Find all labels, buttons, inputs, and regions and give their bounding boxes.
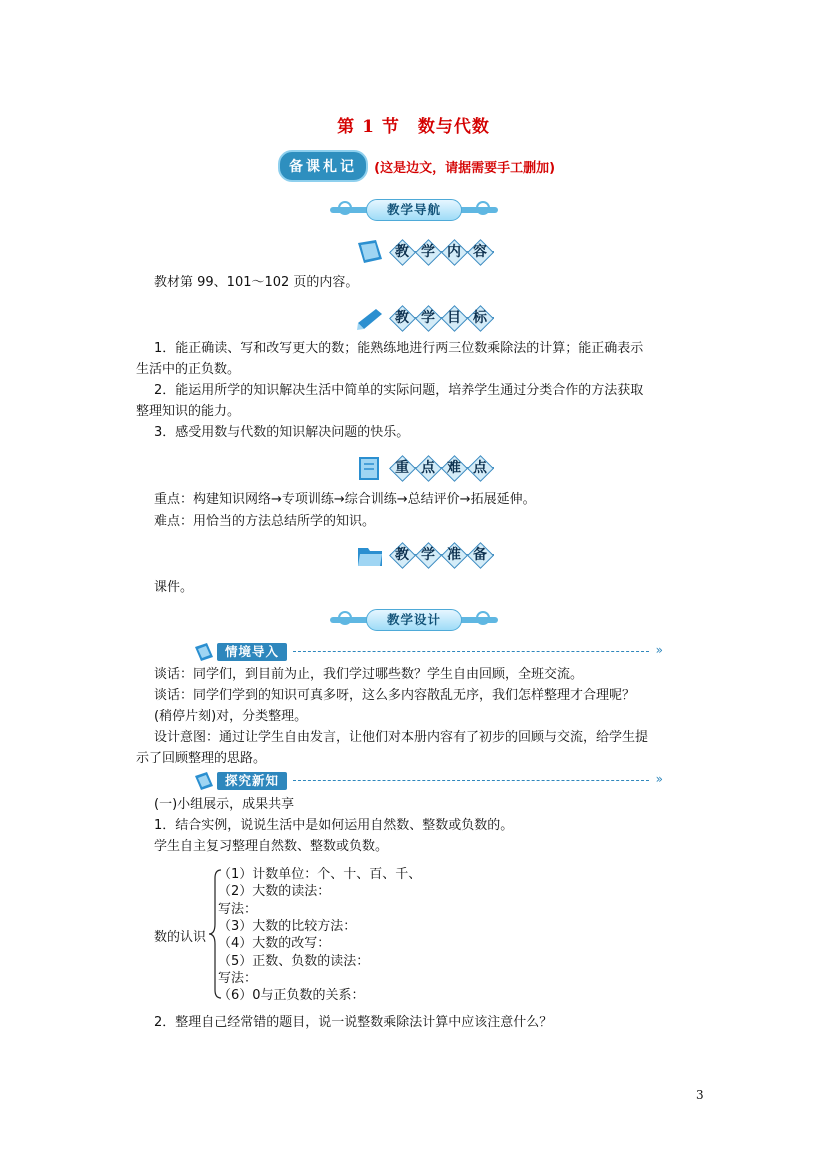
explore-line: (一)小组展示，成果共享	[154, 797, 295, 812]
tree-label: 数的认识	[154, 930, 207, 945]
intro-line: 示了回顾整理的思路。	[136, 751, 267, 766]
title-char: 备	[468, 543, 492, 567]
double-arrow-icon: »	[655, 772, 663, 786]
title-char: 准	[442, 543, 466, 567]
difficulty-text: 难点：用恰当的方法总结所学的知识。	[154, 514, 376, 529]
beike-badge: 备课札记	[278, 150, 368, 182]
goals-text	[136, 338, 706, 443]
bar-explore-new	[193, 770, 663, 792]
banner-teaching-nav	[330, 197, 498, 223]
intro-line: 谈话：同学们学到的知识可真多呀，这么多内容散乱无序，我们怎样整理才合理呢？	[154, 688, 636, 703]
intro-line: 设计意图：通过让学生自由发言，让他们对本册内容有了初步的回顾与交流，给学生提	[154, 730, 649, 745]
title-char: 学	[416, 306, 440, 330]
goal-line: 1．能正确读、写和改写更大的数；能熟练地进行两三位数乘除法的计算；能正确表示	[154, 341, 644, 356]
pencil-icon	[356, 305, 384, 331]
title-char: 教	[390, 306, 414, 330]
section-title	[390, 306, 494, 330]
explore-line: 1．结合实例，说说生活中是如何运用自然数、整数或负数的。	[154, 818, 514, 833]
prep-text: 课件。	[154, 580, 194, 595]
title-char: 教	[390, 240, 414, 264]
explore-text	[136, 794, 706, 857]
banner-curl-left	[338, 611, 352, 625]
tree-item: （4）大数的改写：	[218, 936, 331, 951]
bar-label: 探究新知	[217, 772, 287, 790]
title-char: 点	[468, 456, 492, 480]
title-char: 学	[416, 543, 440, 567]
bar-dashed-line	[293, 651, 649, 652]
title-char: 目	[442, 306, 466, 330]
tree-item: （1）计数单位：个、十、百、千、	[218, 867, 422, 882]
intro-line: 谈话：同学们，到目前为止，我们学过哪些数？学生自由回顾，全班交流。	[154, 667, 584, 682]
key-point-text: 重点：构建知识网络→专项训练→综合训练→总结评价→拓展延伸。	[154, 492, 536, 507]
double-arrow-icon: »	[655, 643, 663, 657]
book-icon	[193, 641, 217, 663]
title-char: 重	[390, 456, 414, 480]
lesson-note-row	[278, 150, 555, 184]
banner-curl-right	[476, 611, 490, 625]
margin-note: (这是边文，请据需要手工删加)	[374, 160, 556, 176]
goal-line: 整理知识的能力。	[136, 404, 241, 419]
goal-line: 生活中的正负数。	[136, 362, 241, 377]
title-char: 学	[416, 240, 440, 264]
intro-line: (稍停片刻)对，分类整理。	[154, 709, 308, 724]
title-char: 教	[390, 543, 414, 567]
tree-item: （6）0与正负数的关系：	[218, 988, 365, 1003]
banner-label: 教学导航	[366, 199, 462, 221]
title-char: 标	[468, 306, 492, 330]
banner-curl-right	[476, 201, 490, 215]
title-char: 点	[416, 456, 440, 480]
content-text: 教材第 99、101～102 页的内容。	[154, 275, 359, 290]
bar-label: 情境导入	[217, 643, 287, 661]
bar-scenario-intro	[193, 641, 663, 663]
banner-curl-left	[338, 201, 352, 215]
tree-item: （2）大数的读法：	[218, 884, 331, 899]
explore-line: 学生自主复习整理自然数、整数或负数。	[154, 839, 389, 854]
tree-item: （5）正数、负数的读法：	[218, 954, 370, 969]
title-char: 内	[442, 240, 466, 264]
title-char: 难	[442, 456, 466, 480]
book-icon	[193, 770, 217, 792]
intro-text	[136, 664, 706, 769]
book-icon	[356, 239, 384, 265]
page-number: 3	[696, 1088, 704, 1102]
final-question: 2．整理自己经常错的题目，说一说整数乘除法计算中应该注意什么？	[154, 1015, 553, 1030]
tree-item: （3）大数的比较方法：	[218, 919, 357, 934]
folder-icon	[356, 542, 384, 568]
section-title	[390, 543, 494, 567]
section-title	[390, 456, 494, 480]
goal-line: 3．感受用数与代数的知识解决问题的快乐。	[154, 425, 410, 440]
page-title: 第 1 节 数与代数	[337, 117, 490, 137]
banner-label: 教学设计	[366, 609, 462, 631]
tree-item: 写法：	[218, 971, 258, 986]
goal-line: 2．能运用所学的知识解决生活中简单的实际问题，培养学生通过分类合作的方法获取	[154, 383, 644, 398]
title-char: 容	[468, 240, 492, 264]
section-title	[390, 240, 494, 264]
bar-dashed-line	[293, 780, 649, 781]
banner-teaching-design	[330, 607, 498, 633]
notebook-icon	[356, 455, 384, 481]
tree-item: 写法：	[218, 902, 258, 917]
